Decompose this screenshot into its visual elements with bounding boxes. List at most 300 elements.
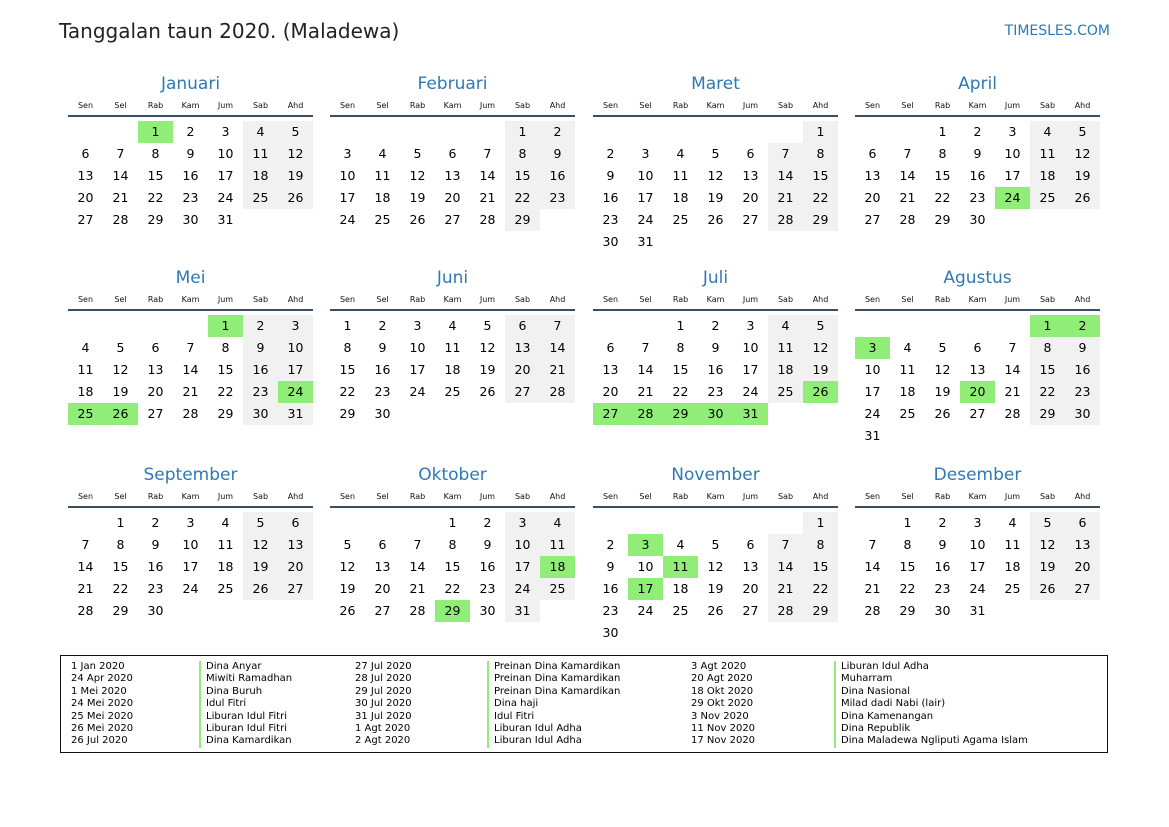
legend-holiday-date: 3 Nov 2020: [691, 710, 749, 722]
holiday-day-cell: 26: [803, 381, 838, 403]
day-cell: 24: [217, 190, 234, 205]
day-cell: 2: [606, 146, 615, 161]
holiday-day-cell: 28: [628, 403, 663, 425]
weekday-header: [68, 96, 313, 114]
day-cell: 16: [707, 362, 724, 377]
weekday-label: Jum: [479, 100, 496, 110]
day-cell: 12: [479, 340, 496, 355]
day-cell: 28: [1004, 406, 1021, 421]
day-cell: 5: [938, 340, 947, 355]
weekday-label: Sen: [602, 100, 619, 110]
day-cell: 5: [116, 340, 125, 355]
legend-holiday-name: Dina Nasional: [834, 686, 1028, 698]
day-cell: 5: [278, 121, 313, 143]
weekday-label: Rab: [934, 100, 951, 110]
day-cell: 17: [339, 190, 356, 205]
day-grid: [855, 117, 1100, 253]
legend-names-col-1: [199, 661, 292, 748]
day-cell: 30: [147, 603, 164, 618]
day-cell: 29: [147, 212, 164, 227]
day-cell: 29: [803, 600, 838, 622]
day-cell: 11: [374, 168, 391, 183]
day-cell: 2: [711, 318, 720, 333]
day-cell: 13: [374, 559, 391, 574]
day-cell: 4: [676, 537, 685, 552]
weekday-label: Kam: [968, 100, 987, 110]
day-cell: 30: [182, 212, 199, 227]
day-cell: 1: [505, 121, 540, 143]
day-cell: 14: [1004, 362, 1021, 377]
weekday-label: Rab: [672, 294, 689, 304]
day-cell: 23: [602, 603, 619, 618]
holiday-day-cell: 3: [628, 534, 663, 556]
holiday-day-cell: 1: [138, 121, 173, 143]
month-name: Februari: [417, 74, 488, 94]
day-cell: 25: [672, 212, 689, 227]
day-cell: 5: [711, 146, 720, 161]
weekday-label: Sen: [339, 294, 356, 304]
day-cell: 28: [899, 212, 916, 227]
legend-holiday-name: Preinan Dina Kamardikan: [487, 686, 620, 698]
day-cell: 28: [768, 600, 803, 622]
day-cell: 29: [339, 406, 356, 421]
day-cell: 20: [602, 384, 619, 399]
legend-names-col-2: [487, 661, 620, 748]
legend-holiday-date: 17 Nov 2020: [691, 735, 756, 747]
day-grid: [593, 508, 838, 644]
weekday-label: Kam: [968, 294, 987, 304]
day-cell: 14: [479, 168, 496, 183]
weekday-header: [330, 96, 575, 114]
weekday-header: [593, 290, 838, 308]
day-grid: [855, 311, 1100, 447]
weekday-header: [330, 487, 575, 505]
day-cell: 19: [278, 165, 313, 187]
day-cell: 24: [637, 212, 654, 227]
legend-holiday-name: Miwiti Ramadhan: [199, 673, 292, 685]
day-cell: 29: [934, 212, 951, 227]
day-cell: 21: [77, 581, 94, 596]
day-cell: 4: [1030, 121, 1065, 143]
day-cell: 27: [374, 603, 391, 618]
day-cell: 30: [602, 625, 619, 640]
day-cell: 18: [672, 581, 689, 596]
day-cell: 13: [742, 168, 759, 183]
day-cell: 1: [803, 121, 838, 143]
month-name: April: [958, 74, 997, 94]
weekday-label: Ahd: [549, 100, 566, 110]
day-cell: 2: [378, 318, 387, 333]
day-cell: 1: [448, 515, 457, 530]
legend-holiday-name: Liburan Idul Fitri: [199, 723, 292, 735]
day-cell: 23: [969, 190, 986, 205]
day-cell: 17: [864, 384, 881, 399]
holiday-day-cell: 25: [68, 403, 103, 425]
legend-holiday-name: Liburan Idul Adha: [834, 661, 1028, 673]
day-cell: 2: [540, 121, 575, 143]
day-cell: 13: [602, 362, 619, 377]
day-cell: 27: [1065, 578, 1100, 600]
day-cell: 1: [903, 515, 912, 530]
day-cell: 26: [707, 603, 724, 618]
day-cell: 19: [934, 384, 951, 399]
day-cell: 10: [409, 340, 426, 355]
day-cell: 3: [1008, 124, 1017, 139]
weekday-label: Kam: [443, 100, 462, 110]
day-cell: 13: [444, 168, 461, 183]
day-cell: 20: [374, 581, 391, 596]
day-cell: 12: [112, 362, 129, 377]
holiday-day-cell: 20: [960, 381, 995, 403]
day-cell: 4: [448, 318, 457, 333]
legend-holiday-name: Liburan Idul Adha: [487, 735, 620, 747]
month-juni: [330, 267, 575, 447]
day-cell: 15: [217, 362, 234, 377]
day-cell: 12: [707, 559, 724, 574]
day-cell: 5: [243, 512, 278, 534]
holiday-day-cell: 29: [663, 403, 698, 425]
weekday-label: Ahd: [549, 491, 566, 501]
day-cell: 22: [803, 578, 838, 600]
holiday-day-cell: 26: [103, 403, 138, 425]
day-cell: 25: [540, 578, 575, 600]
legend-holiday-date: 31 Jul 2020: [355, 710, 412, 722]
day-cell: 29: [803, 209, 838, 231]
day-cell: 27: [742, 212, 759, 227]
day-cell: 12: [339, 559, 356, 574]
day-cell: 7: [768, 534, 803, 556]
day-cell: 10: [217, 146, 234, 161]
day-grid: [68, 117, 313, 253]
day-cell: 18: [899, 384, 916, 399]
month-april: [855, 73, 1100, 253]
day-cell: 25: [768, 381, 803, 403]
day-cell: 9: [606, 168, 615, 183]
weekday-label: Jum: [1004, 491, 1021, 501]
weekday-label: Ahd: [812, 491, 829, 501]
weekday-label: Kam: [706, 491, 725, 501]
day-cell: 19: [1030, 556, 1065, 578]
day-cell: 16: [602, 581, 619, 596]
weekday-label: Sen: [602, 491, 619, 501]
month-mei: [68, 267, 313, 447]
day-cell: 11: [1004, 537, 1021, 552]
weekday-label: Sel: [639, 294, 652, 304]
day-cell: 7: [540, 315, 575, 337]
day-cell: 24: [637, 603, 654, 618]
day-cell: 22: [147, 190, 164, 205]
day-cell: 15: [899, 559, 916, 574]
day-cell: 4: [81, 340, 90, 355]
day-cell: 17: [637, 190, 654, 205]
weekday-label: Sel: [376, 491, 389, 501]
day-cell: 23: [479, 581, 496, 596]
day-cell: 2: [606, 537, 615, 552]
holiday-day-cell: 2: [1065, 315, 1100, 337]
day-cell: 29: [1030, 403, 1065, 425]
weekday-label: Sab: [514, 294, 531, 304]
weekday-header: [68, 290, 313, 308]
weekday-label: Sen: [77, 491, 94, 501]
legend-holiday-name: Dina Kamenangan: [834, 711, 1028, 723]
day-cell: 8: [151, 146, 160, 161]
day-cell: 17: [217, 168, 234, 183]
day-cell: 29: [899, 603, 916, 618]
day-cell: 16: [479, 559, 496, 574]
day-cell: 14: [540, 337, 575, 359]
day-cell: 2: [483, 515, 492, 530]
day-grid: [330, 311, 575, 447]
legend-holiday-name: Milad dadi Nabi (lair): [834, 698, 1028, 710]
day-cell: 25: [243, 187, 278, 209]
weekday-label: Sel: [901, 100, 914, 110]
day-cell: 13: [278, 534, 313, 556]
day-cell: 26: [278, 187, 313, 209]
day-cell: 5: [413, 146, 422, 161]
day-cell: 15: [934, 168, 951, 183]
weekday-label: Ahd: [287, 294, 304, 304]
day-cell: 28: [864, 603, 881, 618]
weekday-label: Jum: [1004, 100, 1021, 110]
day-cell: 14: [637, 362, 654, 377]
day-cell: 8: [343, 340, 352, 355]
day-cell: 19: [803, 359, 838, 381]
day-cell: 27: [147, 406, 164, 421]
legend-holiday-name: Dina Anyar: [199, 661, 292, 673]
day-cell: 6: [278, 512, 313, 534]
day-cell: 13: [77, 168, 94, 183]
weekday-label: Sel: [114, 491, 127, 501]
legend-holiday-date: 2 Agt 2020: [355, 735, 411, 747]
day-grid: [593, 311, 838, 447]
day-cell: 29: [112, 603, 129, 618]
weekday-label: Kam: [181, 294, 200, 304]
holiday-day-cell: 1: [208, 315, 243, 337]
holiday-day-cell: 17: [628, 578, 663, 600]
day-cell: 5: [711, 537, 720, 552]
month-name: Maret: [691, 74, 740, 94]
day-cell: 14: [112, 168, 129, 183]
weekday-label: Sab: [1039, 294, 1056, 304]
day-cell: 21: [409, 581, 426, 596]
day-cell: 11: [899, 362, 916, 377]
day-cell: 9: [378, 340, 387, 355]
day-cell: 26: [707, 212, 724, 227]
weekday-label: Sab: [777, 491, 794, 501]
holiday-day-cell: 11: [663, 556, 698, 578]
day-cell: 9: [243, 337, 278, 359]
day-cell: 21: [540, 359, 575, 381]
day-cell: 13: [969, 362, 986, 377]
day-cell: 15: [444, 559, 461, 574]
legend-holiday-date: 30 Jul 2020: [355, 698, 412, 710]
day-cell: 15: [672, 362, 689, 377]
day-cell: 28: [479, 212, 496, 227]
day-cell: 5: [343, 537, 352, 552]
weekday-label: Rab: [409, 491, 426, 501]
month-maret: [593, 73, 838, 253]
weekday-label: Rab: [934, 294, 951, 304]
day-cell: 27: [505, 381, 540, 403]
day-grid: [68, 311, 313, 447]
day-cell: 3: [505, 512, 540, 534]
day-cell: 8: [116, 537, 125, 552]
legend-holiday-name: Liburan Idul Fitri: [199, 711, 292, 723]
day-cell: 19: [243, 556, 278, 578]
day-cell: 20: [77, 190, 94, 205]
day-cell: 12: [1065, 143, 1100, 165]
day-cell: 27: [444, 212, 461, 227]
day-cell: 24: [864, 406, 881, 421]
weekday-label: Sab: [514, 491, 531, 501]
day-cell: 6: [746, 146, 755, 161]
day-cell: 8: [903, 537, 912, 552]
day-cell: 10: [278, 337, 313, 359]
month-name: Oktober: [418, 465, 487, 485]
day-cell: 28: [112, 212, 129, 227]
day-cell: 11: [444, 340, 461, 355]
day-cell: 14: [409, 559, 426, 574]
day-cell: 18: [672, 190, 689, 205]
weekday-label: Ahd: [287, 100, 304, 110]
day-cell: 21: [112, 190, 129, 205]
holiday-day-cell: 27: [593, 403, 628, 425]
day-cell: 7: [81, 537, 90, 552]
holiday-day-cell: 18: [540, 556, 575, 578]
legend-holiday-date: 24 Apr 2020: [71, 673, 133, 685]
weekday-label: Sel: [639, 100, 652, 110]
day-cell: 14: [768, 556, 803, 578]
day-cell: 16: [602, 190, 619, 205]
day-cell: 6: [81, 146, 90, 161]
day-cell: 9: [1065, 337, 1100, 359]
weekday-label: Rab: [672, 491, 689, 501]
legend-holiday-date: 26 Jul 2020: [71, 735, 128, 747]
weekday-label: Sen: [77, 294, 94, 304]
legend-holiday-date: 29 Okt 2020: [691, 698, 754, 710]
day-cell: 4: [378, 146, 387, 161]
day-cell: 23: [374, 384, 391, 399]
day-cell: 17: [278, 359, 313, 381]
month-name: Desember: [933, 465, 1022, 485]
weekday-label: Sen: [339, 491, 356, 501]
weekday-label: Jum: [479, 294, 496, 304]
day-cell: 3: [278, 315, 313, 337]
weekday-label: Sel: [901, 294, 914, 304]
day-cell: 22: [934, 190, 951, 205]
weekday-label: Rab: [147, 491, 164, 501]
day-cell: 8: [505, 143, 540, 165]
day-cell: 25: [374, 212, 391, 227]
day-cell: 30: [1065, 403, 1100, 425]
day-cell: 26: [339, 603, 356, 618]
day-cell: 14: [864, 559, 881, 574]
day-cell: 31: [505, 600, 540, 622]
weekday-label: Kam: [968, 491, 987, 501]
day-cell: 28: [540, 381, 575, 403]
day-cell: 27: [77, 212, 94, 227]
day-cell: 11: [77, 362, 94, 377]
day-cell: 28: [77, 603, 94, 618]
weekday-label: Sab: [252, 100, 269, 110]
day-cell: 22: [1030, 381, 1065, 403]
day-cell: 5: [483, 318, 492, 333]
weekday-label: Sen: [77, 100, 94, 110]
weekday-label: Sab: [252, 294, 269, 304]
legend-holiday-date: 27 Jul 2020: [355, 661, 412, 672]
month-agustus: [855, 267, 1100, 447]
day-cell: 3: [413, 318, 422, 333]
day-cell: 9: [938, 537, 947, 552]
day-cell: 16: [969, 168, 986, 183]
day-cell: 6: [606, 340, 615, 355]
day-cell: 26: [1030, 578, 1065, 600]
day-cell: 22: [217, 384, 234, 399]
weekday-label: Sab: [777, 100, 794, 110]
site-link[interactable]: TIMESLES.COM: [1004, 23, 1110, 39]
weekday-label: Kam: [706, 100, 725, 110]
day-cell: 23: [707, 384, 724, 399]
day-cell: 13: [147, 362, 164, 377]
day-cell: 31: [637, 234, 654, 249]
day-cell: 3: [746, 318, 755, 333]
day-cell: 15: [803, 165, 838, 187]
day-cell: 21: [1004, 384, 1021, 399]
day-cell: 14: [77, 559, 94, 574]
day-cell: 18: [1004, 559, 1021, 574]
day-cell: 14: [768, 165, 803, 187]
day-cell: 23: [540, 187, 575, 209]
day-cell: 12: [1030, 534, 1065, 556]
day-cell: 13: [1065, 534, 1100, 556]
day-cell: 30: [969, 212, 986, 227]
weekday-label: Ahd: [1074, 294, 1091, 304]
day-cell: 2: [938, 515, 947, 530]
day-cell: 7: [641, 340, 650, 355]
day-cell: 13: [864, 168, 881, 183]
day-cell: 26: [934, 406, 951, 421]
page-title: Tanggalan taun 2020. (Maladewa): [59, 19, 400, 43]
legend-holiday-name: Muharram: [834, 673, 1028, 685]
legend-dates-col-1: [71, 661, 133, 748]
day-cell: 25: [1004, 581, 1021, 596]
day-cell: 7: [116, 146, 125, 161]
day-cell: 20: [742, 190, 759, 205]
day-grid: [330, 508, 575, 644]
day-cell: 2: [151, 515, 160, 530]
day-cell: 4: [903, 340, 912, 355]
weekday-label: Ahd: [287, 491, 304, 501]
day-grid: [68, 508, 313, 644]
legend-holiday-date: 20 Agt 2020: [691, 673, 753, 685]
weekday-label: Ahd: [1074, 491, 1091, 501]
legend-holiday-name: Dina Buruh: [199, 686, 292, 698]
weekday-label: Rab: [672, 100, 689, 110]
day-cell: 18: [768, 359, 803, 381]
day-cell: 14: [899, 168, 916, 183]
weekday-label: Kam: [181, 491, 200, 501]
day-cell: 18: [1030, 165, 1065, 187]
month-desember: [855, 464, 1100, 644]
day-cell: 2: [243, 315, 278, 337]
day-cell: 10: [339, 168, 356, 183]
day-cell: 7: [903, 146, 912, 161]
day-cell: 15: [505, 165, 540, 187]
day-cell: 23: [602, 212, 619, 227]
weekday-header: [68, 487, 313, 505]
weekday-label: Sen: [339, 100, 356, 110]
day-cell: 30: [602, 234, 619, 249]
